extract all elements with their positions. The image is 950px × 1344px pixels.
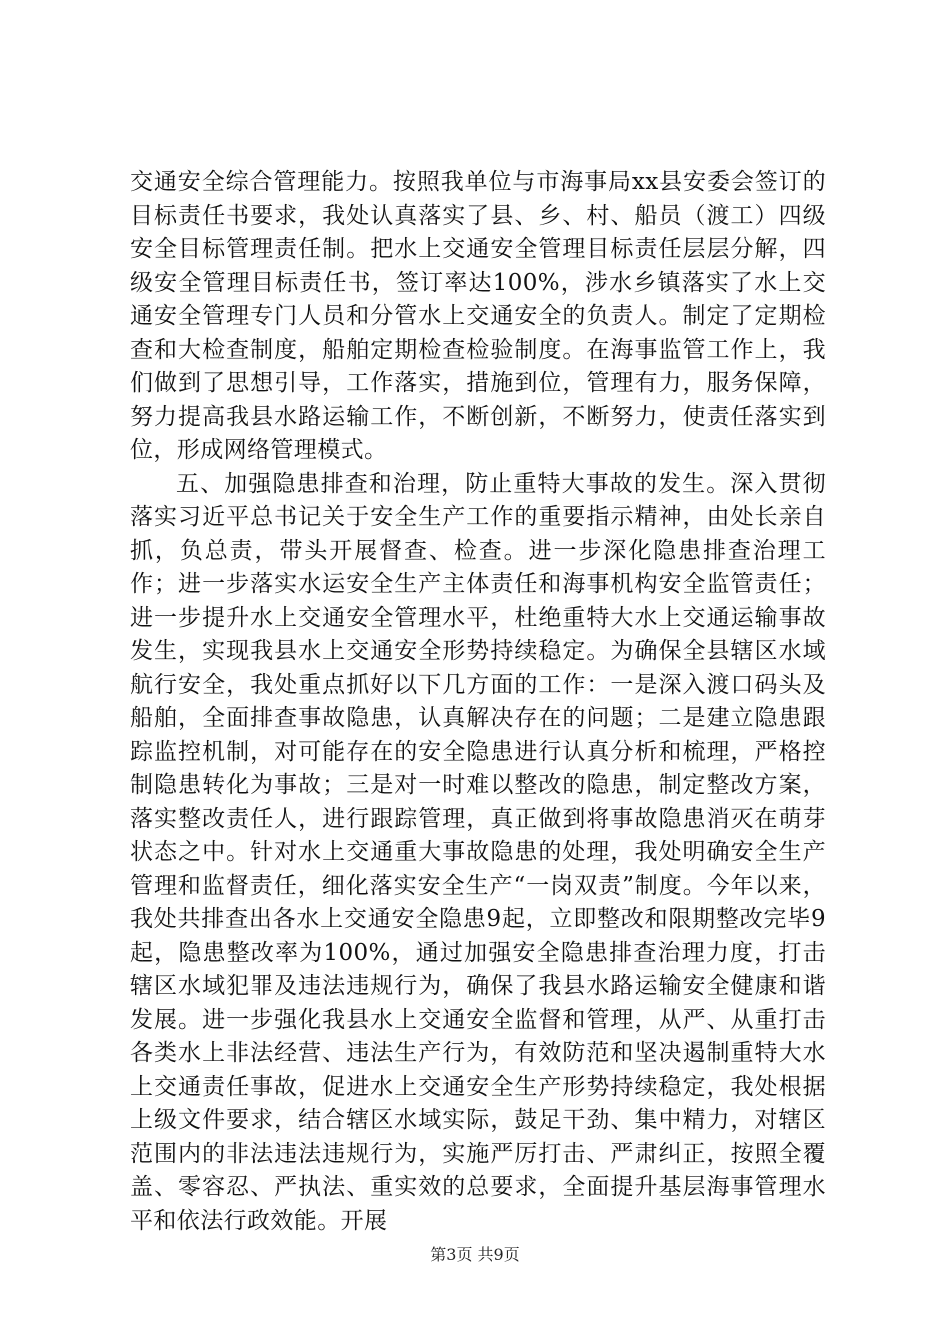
- paragraph-continuation: 交通安全综合管理能力。按照我单位与市海事局xx县安委会签订的目标责任书要求，我处认真落实了县、乡、村、船员（渡工）四级安全目标管理责任制。把水上交通安全管理目标责任层层分解，四级安全管理目标责任书，签订率达100%，涉水乡镇落实了水上交通安全管理专门人员和分管水上交通安全的负责人。制定了定期检查和大检查制度，船舶定期检查检验制度。在海事监管工作上，我们做到了思想引导，工作落实，措施到位，管理有力，服务保障，努力提高我县水路运输工作，不断创新，不断努力，使责任落实到位，形成网络管理模式。: [130, 169, 826, 463]
- page-number-footer: 第3页 共9页: [430, 1245, 520, 1264]
- document-body: [130, 166, 826, 1238]
- paragraph-section-five: 五、加强隐患排查和治理，防止重特大事故的发生。深入贯彻落实习近平总书记关于安全生产工作的重要指示精神，由处长亲自抓，负总责，带头开展督查、检查。进一步深化隐患排查治理工作；进一步落实水运安全生产主体责任和海事机构安全监管责任；进一步提升水上交通安全管理水平，杜绝重特大水上交通运输事故发生，实现我县水上交通安全形势持续稳定。为确保全县辖区水域航行安全，我处重点抓好以下几方面的工作：一是深入渡口码头及船舶，全面排查事故隐患，认真解决存在的问题；二是建立隐患跟踪监控机制，对可能存在的安全隐患进行认真分析和梳理，严格控制隐患转化为事故；三是对一时难以整改的隐患，制定整改方案，落实整改责任人，进行跟踪管理，真正做到将事故隐患消灭在萌芽状态之中。针对水上交通重大事故隐患的处理，我处明确安全生产管理和监督责任，细化落实安全生产“一岗双责”制度。今年以来，我处共排查出各水上交通安全隐患9起，立即整改和限期整改完毕9起，隐患整改率为100%，通过加强安全隐患排查治理力度，打击辖区水域犯罪及违法违规行为，确保了我县水路运输安全健康和谐发展。进一步强化我县水上交通安全监督和管理，从严、从重打击各类水上非法经营、违法生产行为，有效防范和坚决遏制重特大水上交通责任事故，促进水上交通安全生产形势持续稳定，我处根据上级文件要求，结合辖区水域实际，鼓足干劲、集中精力，对辖区范围内的非法违法违规行为，实施严厉打击、严肃纠正，按照全覆盖、零容忍、严执法、重实效的总要求，全面提升基层海事管理水平和依法行政效能。开展: [130, 470, 826, 1234]
